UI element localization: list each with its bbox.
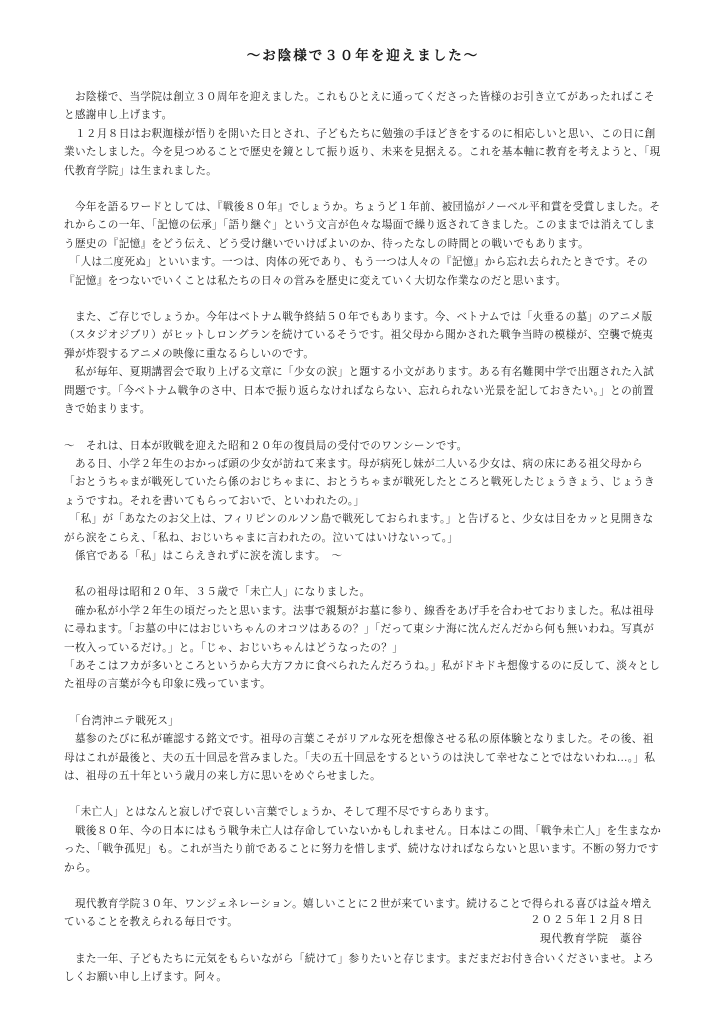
body-section	[64, 712, 662, 786]
section-gap	[64, 785, 662, 803]
body-paragraph: ある日、小学２年生のおかっぱ頭の少女が訪ねて来ます。母が病死し妹が二人いる少女は、病の床にある祖父母から「おとうちゃまが戦死していたら係のおじちゃまに、おとうちゃまが戦死したところと戦死したじょうきょう、じょうきょうですね。それを書いてもらっておいで、といわれたの。」	[64, 457, 655, 507]
document-title: ～お陰様で３０年を迎えました～	[246, 48, 480, 64]
body-paragraph: 今年を語るワードとしては、『戦後８０年』でしょうか。ちょうど１年前、被団協がノーベル平和賞を受賞しました。それからこの一年、「記憶の伝承」「語り継ぐ」という文言が色々な場面で繰り返されてきました。このままでは消えてしまう歴史の『記憶』をどう伝え、どう受け継いでいけばよいのか、待ったなしの時間との戦いでもあります。	[64, 201, 661, 250]
body-paragraph: 私が毎年、夏期講習会で取り上げる文章に「少女の涙」と題する小文があります。ある有名難関中学で出題された入試問題です。「今ベトナム戦争のさ中、日本で振り返らなければならない、忘れられない光景を記しておきたい。」との前置きで始まります。	[64, 366, 655, 416]
body-paragraph: 「未亡人」とはなんと寂しげで哀しい言葉でしょうか、そして理不尽ですらあります。	[64, 806, 496, 819]
body-section	[64, 308, 662, 418]
section-gap	[64, 877, 662, 895]
body-paragraph: 戦後８０年、今の日本にはもう戦争未亡人は存命していないかもしれません。日本はこの間、「戦争未亡人」を生まなかった、「戦争孤児」も。これが当たり前であることに努力を惜しまず、続けなければならないと思います。不断の努力ですから。	[64, 824, 662, 874]
body-paragraph: 私の祖母は昭和２０年、３５歳で「未亡人」になりました。	[64, 586, 371, 599]
signature-date: ２０２５年１２月８日	[530, 913, 644, 926]
section-gap	[64, 565, 662, 583]
body-paragraph: 確か私が小学２年生の頃だったと思います。法事で親類がお墓に参り、線香をあげ手を合わせておりました。私は祖母に尋ねます。「お墓の中にはおじいちゃんのオコツはあるの？」「だって東シナ海に沈んだんだから何も無いわね。写真が一枚入っているだけ。」と。「じゃ、おじいちゃんはどうなったの？」	[64, 604, 655, 654]
body-paragraph: １２月８日はお釈迦様が悟りを開いた日とされ、子どもたちに勉強の手ほどきをするのに相応しいと思い、この日に創業いたしました。今を見つめることで歴史を鏡として振り返り、未来を見据える。これを基本軸に教育を考えようと、「現代教育学院」は生まれました。	[64, 127, 661, 177]
section-gap	[64, 180, 662, 198]
body-section	[64, 437, 662, 566]
body-section	[64, 583, 662, 693]
body-paragraph: 「あそこはフカが多いところというから大方フカに食べられたんだろうね。」私がドキドキ想像するのに反して、淡々とした祖母の言葉が今も印象に残っています。	[64, 659, 661, 691]
body-paragraph: また、ご存じでしょうか。今年はベトナム戦争終結５０年でもあります。今、ベトナムでは「火垂るの墓」のアニメ版（スタジオジブリ）がヒットしロングランを続けているそうです。祖父母から聞かされた戦争当時の模様が、空襲で焼夷弾が炸裂するアニメの映像に重なるらしいのです。	[64, 311, 654, 360]
signature-block	[530, 910, 644, 948]
body-paragraph: お陰様で、当学院は創立３０周年を迎えました。これもひとえに通ってくださった皆様のお引き立てがあったればこそと感謝申し上げます。	[64, 91, 655, 122]
section-gap	[64, 290, 662, 308]
body-section	[64, 803, 662, 877]
body-section	[64, 88, 662, 180]
body-paragraph: 墓参のたびに私が確認する銘文です。祖母の言葉こそがリアルな死を想像させる私の原体験となりました。その後、祖母はこれが最後と、夫の五十回忌を営みました。「夫の五十回忌をするというのは決して幸せなことではないわね…。」私は、祖母の五十年という歳月の来し方に思いをめぐらせました。	[64, 733, 656, 782]
section-gap	[64, 419, 662, 437]
document-body	[64, 88, 662, 987]
body-paragraph: 現代教育学院３０年、ワンジェネレーション。嬉しいことに２世が来ています。続けることで得られる喜びは益々増えていることを教えられる毎日です。	[64, 898, 653, 929]
body-paragraph: 「私」が「あなたのお父上は、フィリピンのルソン島で戦死しておられます。」と告げると、少女は目をカッと見開きながら涙をこらえ、「私ね、おじいちゃまに言われたの。泣いてはいけないって。」	[64, 513, 654, 544]
body-section	[64, 198, 662, 290]
body-paragraph: 「人は二度死ぬ」といいます。一つは、肉体の死であり、もう一つは人々の『記憶』から忘れ去られたときです。その『記憶』をつないでいくことは私たちの日々の営みを歴史に変えていく大切な作業なのだと思います。	[64, 256, 648, 287]
body-section	[64, 950, 662, 987]
body-paragraph: 「台湾沖ニテ戦死ス」	[64, 714, 180, 727]
body-paragraph: ～ それは、日本が敗戦を迎えた昭和２０年の復員局の受付でのワンシーンです。	[64, 439, 468, 452]
body-paragraph: また一年、子どもたちに元気をもらいながら「続けて」参りたいと存じます。まだまだお付き合いくださいませ。よろしくお願い申し上げます。阿々。	[64, 952, 654, 984]
body-paragraph: 係官である「私」はこらえきれずに涙を流します。 ～	[64, 549, 343, 562]
section-gap	[64, 694, 662, 712]
signature-name: 現代教育学院 藁谷	[540, 932, 643, 945]
